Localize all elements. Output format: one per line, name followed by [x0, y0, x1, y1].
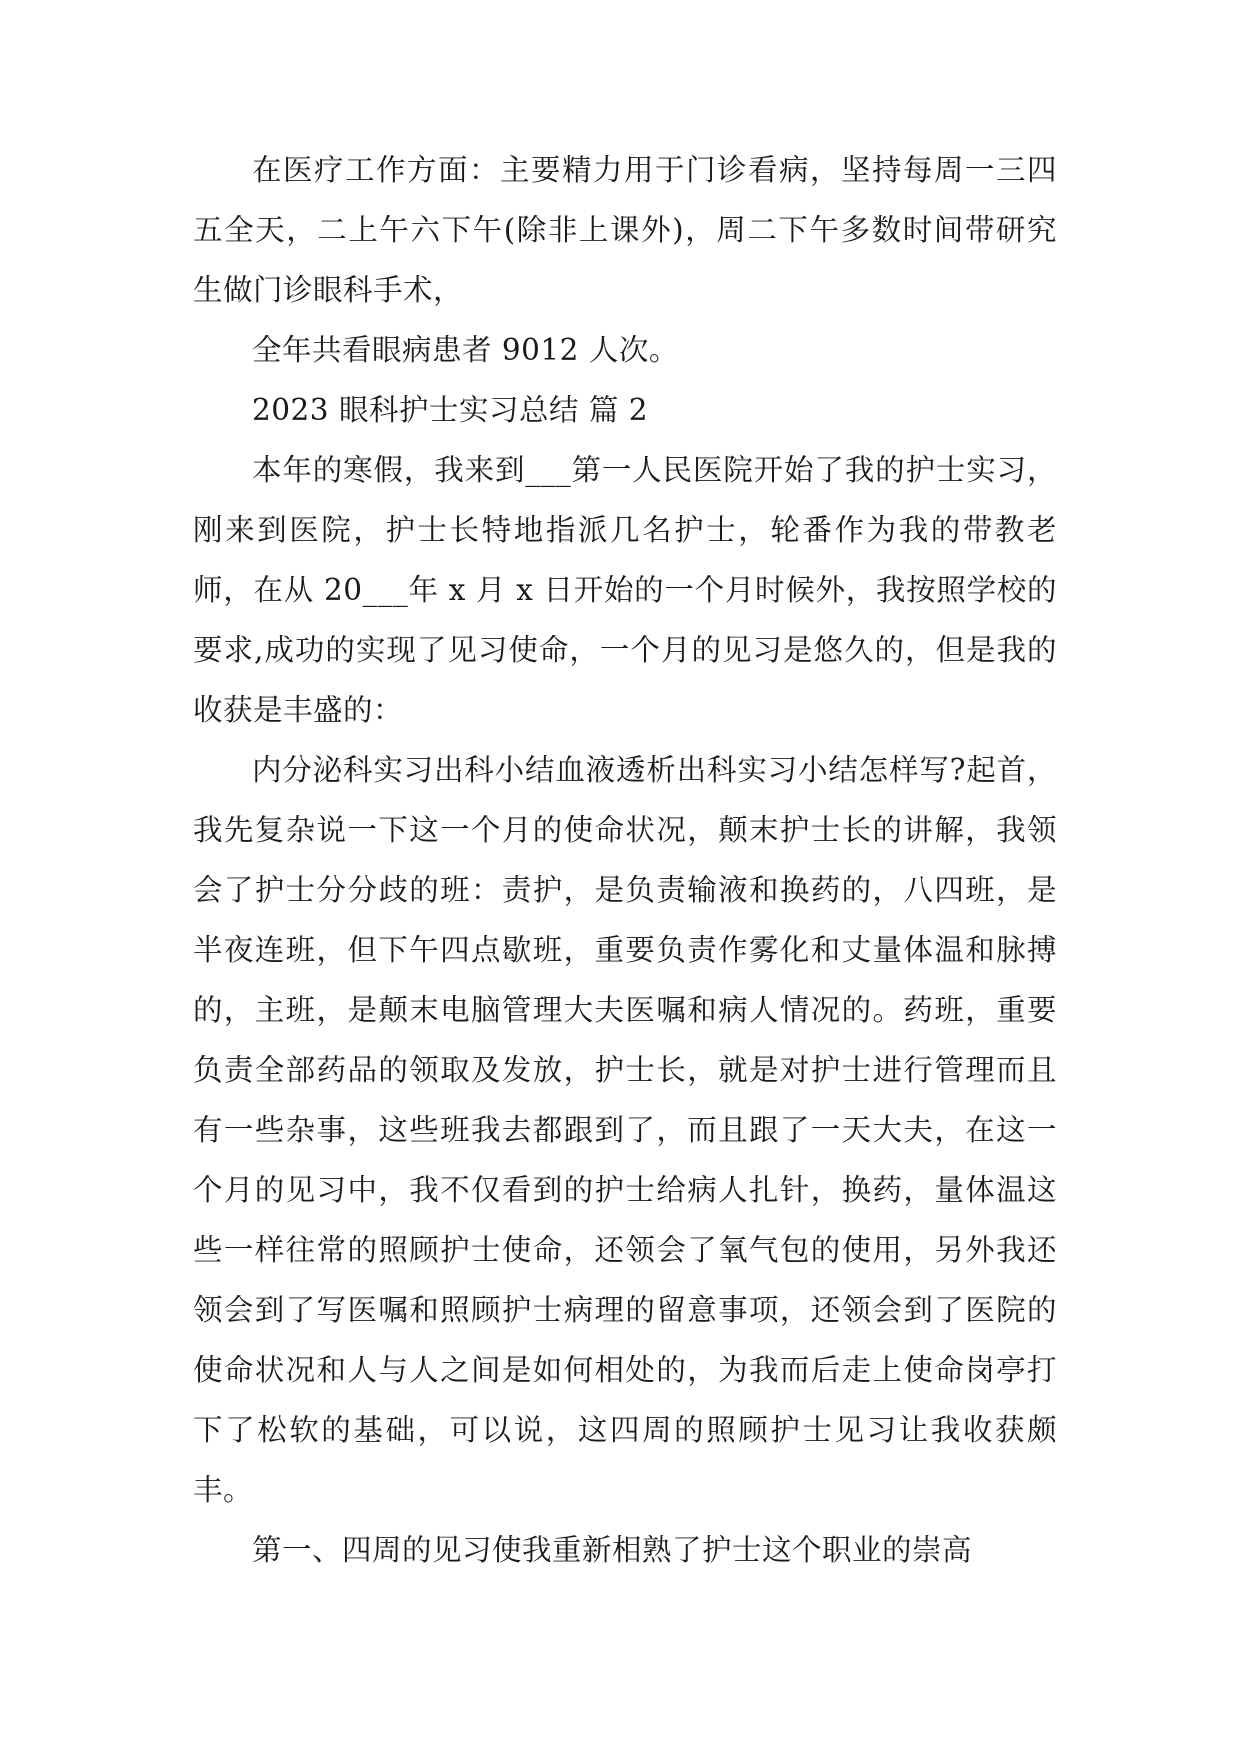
- paragraph-internship-details: 内分泌科实习出科小结血液透析出科实习小结怎样写?起首，我先复杂说一下这一个月的使命状况，颠末护士长的讲解，我领会了护士分分歧的班：责护，是负责输液和换药的，八四班，是半夜连班，但下午四点歇班，重要负责作雾化和丈量体温和脉搏的，主班，是颠末电脑管理大夫医嘱和病人情况的。药班，重要负责全部药品的领取及发放，护士长，就是对护士进行管理而且有一些杂事，这些班我去都跟到了，而且跟了一天大夫，在这一个月的见习中，我不仅看到的护士给病人扎针，换药，量体温这些一样往常的照顾护士使命，还领会了氧气包的使用，另外我还领会到了写医嘱和照顾护士病理的留意事项，还领会到了医院的使命状况和人与人之间是如何相处的，为我而后走上使命岗亭打下了松软的基础，可以说，这四周的照顾护士见习让我收获颇丰。: [193, 753, 1057, 1507]
- section-heading: 2023 眼科护士实习总结 篇 2: [252, 393, 648, 427]
- paragraph-medical-work: 在医疗工作方面：主要精力用于门诊看病，坚持每周一三四五全天，二上午六下午(除非上课外)，周二下午多数时间带研究生做门诊眼科手术，: [193, 153, 1057, 307]
- paragraph-internship-intro: 本年的寒假，我来到___第一人民医院开始了我的护士实习，刚来到医院，护士长特地指派几名护士，轮番作为我的带教老师，在从 20___年 x 月 x 日开始的一个月时候外，我按照学校的要求,成功的实现了见习使命，一个月的见习是悠久的，但是我的收获是丰盛的：: [193, 453, 1057, 727]
- paragraph-first-point: 第一、四周的见习使我重新相熟了护士这个职业的崇高: [252, 1533, 973, 1567]
- document-body: [193, 140, 1057, 1580]
- paragraph-patient-count: 全年共看眼病患者 9012 人次。: [252, 333, 679, 367]
